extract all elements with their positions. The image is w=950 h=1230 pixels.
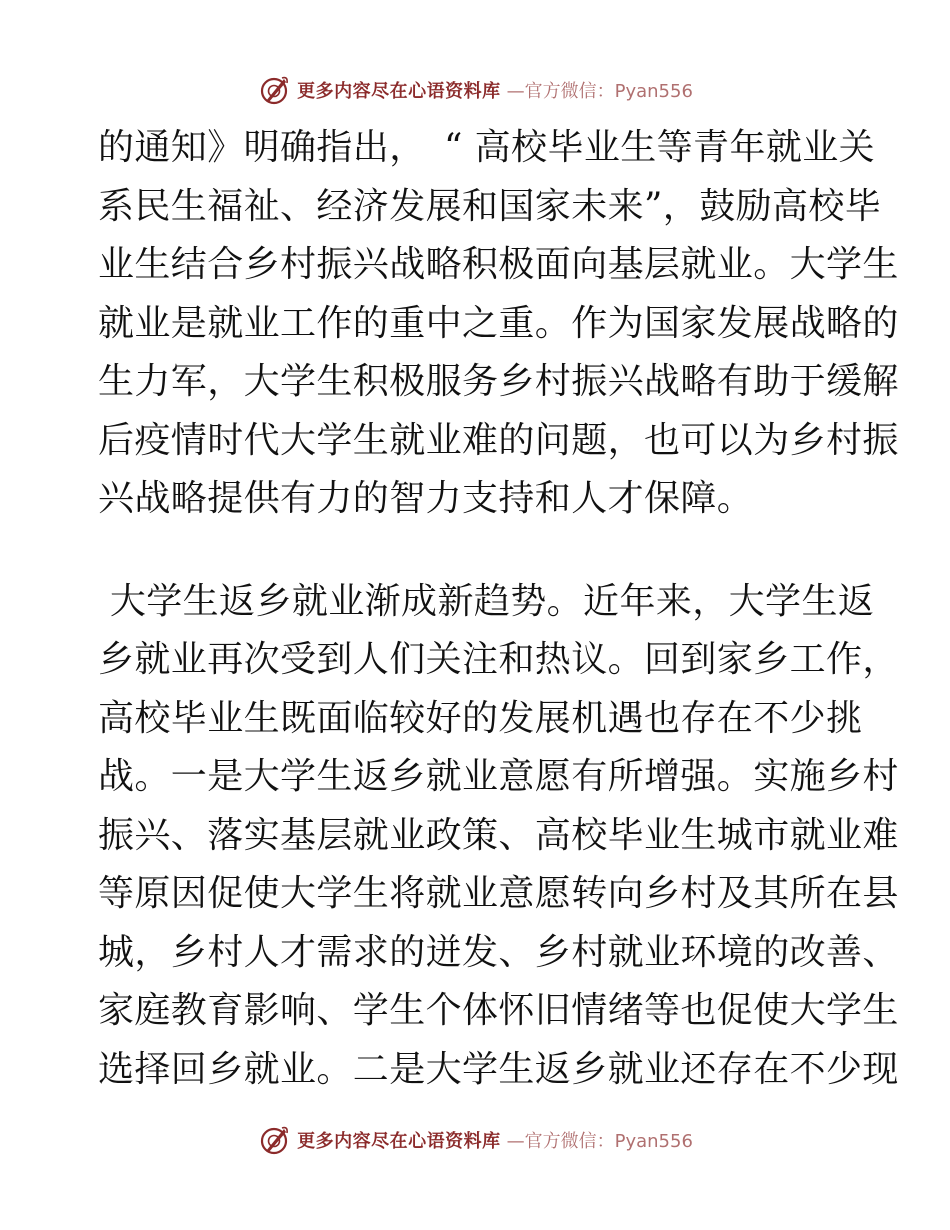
text-line: 业生结合乡村振兴战略积极面向基层就业。大学生 (98, 244, 899, 285)
text-line: 后疫情时代大学生就业难的问题，也可以为乡村振 (98, 419, 899, 461)
brand-text: 更多内容尽在心语资料库 (297, 81, 501, 102)
wechat-text: —官方微信：Pyan556 (506, 1131, 693, 1152)
paragraph-1 (98, 124, 899, 534)
wechat-text: —官方微信：Pyan556 (506, 81, 693, 102)
footer-watermark (0, 1120, 950, 1160)
text-line: 的通知》明确指出， “ 高校毕业生等青年就业关 (98, 127, 876, 168)
text-line: 选择回乡就业。二是大学生返乡就业还存在不少现 (98, 1048, 899, 1090)
header-watermark (0, 70, 950, 110)
document-body (98, 124, 899, 1104)
text-line: 家庭教育影响、学生个体怀旧情绪等也促使大学生 (98, 990, 899, 1031)
text-line: 乡就业再次受到人们关注和热议。回到家乡工作， (98, 639, 899, 680)
text-line: 兴战略提供有力的智力支持和人才保障。 (98, 478, 754, 519)
text-line: 城，乡村人才需求的迸发、乡村就业环境的改善、 (98, 931, 899, 973)
brand-text: 更多内容尽在心语资料库 (297, 1131, 501, 1152)
text-line: 就业是就业工作的重中之重。作为国家发展战略的 (98, 302, 899, 344)
text-line: 振兴、落实基层就业政策、高校毕业生城市就业难 (98, 814, 899, 856)
paragraph-gap (98, 534, 858, 578)
text-line: 生力军，大学生积极服务乡村振兴战略有助于缓解 (98, 361, 899, 402)
text-line: 高校毕业生既面临较好的发展机遇也存在不少挑 (98, 697, 863, 739)
quill-logo-icon (257, 73, 291, 107)
text-line: 系民生福祉、经济发展和国家未来”，鼓励高校毕 (98, 185, 882, 227)
text-line: 大学生返乡就业渐成新趋势。近年来，大学生返 (98, 580, 875, 622)
quill-logo-icon (257, 1123, 291, 1157)
text-line: 等原因促使大学生将就业意愿转向乡村及其所在县 (98, 873, 899, 914)
text-line: 战。一是大学生返乡就业意愿有所增强。实施乡村 (98, 756, 899, 797)
paragraph-2 (98, 578, 899, 1105)
